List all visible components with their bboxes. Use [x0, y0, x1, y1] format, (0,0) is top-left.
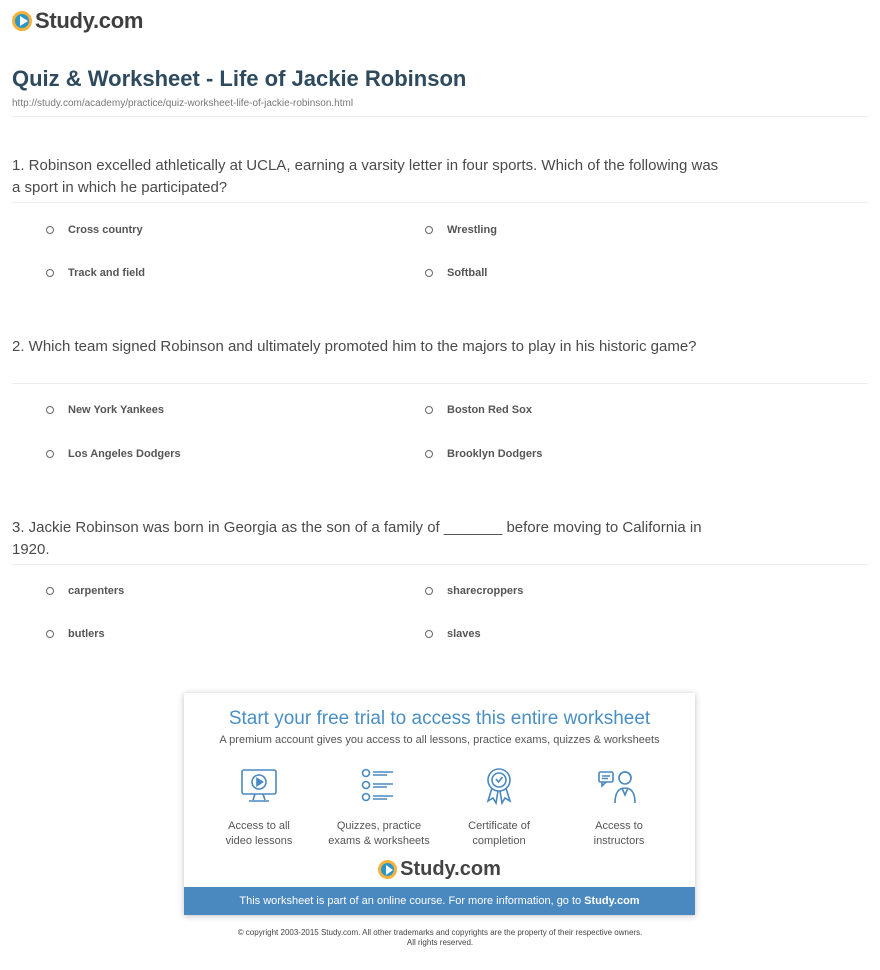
free-trial-promo[interactable] [184, 693, 695, 915]
option-label: Wrestling [447, 224, 497, 236]
option-q3-c[interactable] [46, 628, 105, 640]
radio-button-icon[interactable] [46, 269, 54, 277]
feature-label-line2: instructors [593, 835, 645, 847]
option-label: Boston Red Sox [447, 404, 532, 416]
option-label: slaves [447, 628, 481, 640]
option-label: Track and field [68, 267, 146, 279]
feature-label-line2: video lessons [225, 835, 293, 847]
study-link[interactable]: Study.com [584, 895, 640, 907]
option-label: sharecroppers [447, 585, 524, 597]
option-q2-d[interactable] [425, 448, 542, 460]
feature-quizzes [319, 765, 439, 849]
feature-label-line1: Quizzes, practice [336, 820, 422, 832]
option-label: butlers [68, 628, 105, 640]
feature-label-line2: completion [472, 835, 526, 847]
radio-button-icon[interactable] [425, 269, 433, 277]
feature-label-line1: Certificate of [468, 820, 530, 832]
study-logo[interactable] [12, 8, 143, 34]
promo-bar-text: This worksheet is part of an online course. For more information, go to [239, 895, 582, 907]
question-3-divider [12, 564, 868, 565]
copyright-line: © copyright 2003-2015 Study.com. All other trademarks and copyrights are the property of their respective owners. [237, 928, 643, 937]
instructor-icon [559, 765, 679, 807]
option-label: Brooklyn Dodgers [447, 448, 543, 460]
page-url: http://study.com/academy/practice/quiz-worksheet-life-of-jackie-robinson.html [12, 98, 354, 109]
option-q3-b[interactable] [425, 585, 523, 597]
option-q2-a[interactable] [46, 404, 164, 416]
video-lesson-icon [199, 765, 319, 807]
option-label: Los Angeles Dodgers [68, 448, 181, 460]
play-logo-icon [12, 11, 32, 31]
radio-button-icon[interactable] [46, 406, 54, 414]
option-q2-b[interactable] [425, 404, 532, 416]
option-q3-d[interactable] [425, 628, 481, 640]
copyright-footer [0, 928, 880, 948]
feature-instructors [559, 765, 679, 849]
logo-text: Study.com [35, 8, 144, 33]
radio-button-icon[interactable] [425, 406, 433, 414]
radio-button-icon[interactable] [425, 630, 433, 638]
promo-logo-text: Study.com [400, 858, 501, 880]
question-3-text: 3. Jackie Robinson was born in Georgia as the son of a family of _______ before moving to California in 1920. [12, 519, 702, 558]
promo-study-logo[interactable] [184, 858, 695, 881]
promo-subtitle: A premium account gives you access to all lessons, practice exams, quizzes & worksheets [219, 734, 660, 746]
option-q1-a[interactable] [46, 224, 143, 236]
feature-certificate [439, 765, 559, 849]
option-label: Softball [447, 267, 488, 279]
radio-button-icon[interactable] [425, 226, 433, 234]
promo-title[interactable]: Start your free trial to access this entire worksheet [228, 708, 651, 729]
question-2-divider [12, 383, 868, 384]
play-logo-icon [378, 860, 397, 879]
feature-label-line2: exams & worksheets [328, 835, 430, 847]
radio-button-icon[interactable] [425, 587, 433, 595]
question-1-divider [12, 202, 868, 203]
feature-video-lessons [199, 765, 319, 849]
option-q1-d[interactable] [425, 267, 487, 279]
rights-line: All rights reserved. [406, 938, 474, 947]
feature-label-line1: Access to all [228, 820, 290, 832]
radio-button-icon[interactable] [46, 587, 54, 595]
radio-button-icon[interactable] [46, 630, 54, 638]
feature-label-line1: Access to [595, 820, 643, 832]
option-q1-c[interactable] [46, 267, 145, 279]
question-1-text: 1. Robinson excelled athletically at UCLA, earning a varsity letter in four sports. Which of the following was a sport in which he participated? [12, 157, 719, 196]
page-title: Quiz & Worksheet - Life of Jackie Robinson [12, 66, 467, 91]
option-q1-b[interactable] [425, 224, 497, 236]
radio-button-icon[interactable] [46, 226, 54, 234]
radio-button-icon[interactable] [46, 450, 54, 458]
certificate-icon [439, 765, 559, 807]
option-label: New York Yankees [68, 404, 165, 416]
promo-info-bar [184, 887, 695, 915]
option-q3-a[interactable] [46, 585, 124, 597]
quiz-list-icon [319, 765, 439, 807]
option-label: carpenters [68, 585, 125, 597]
option-label: Cross country [68, 224, 143, 236]
option-q2-c[interactable] [46, 448, 181, 460]
radio-button-icon[interactable] [425, 450, 433, 458]
header-divider [12, 116, 868, 117]
question-2-text: 2. Which team signed Robinson and ultimately promoted him to the majors to play in his historic game? [12, 338, 697, 355]
